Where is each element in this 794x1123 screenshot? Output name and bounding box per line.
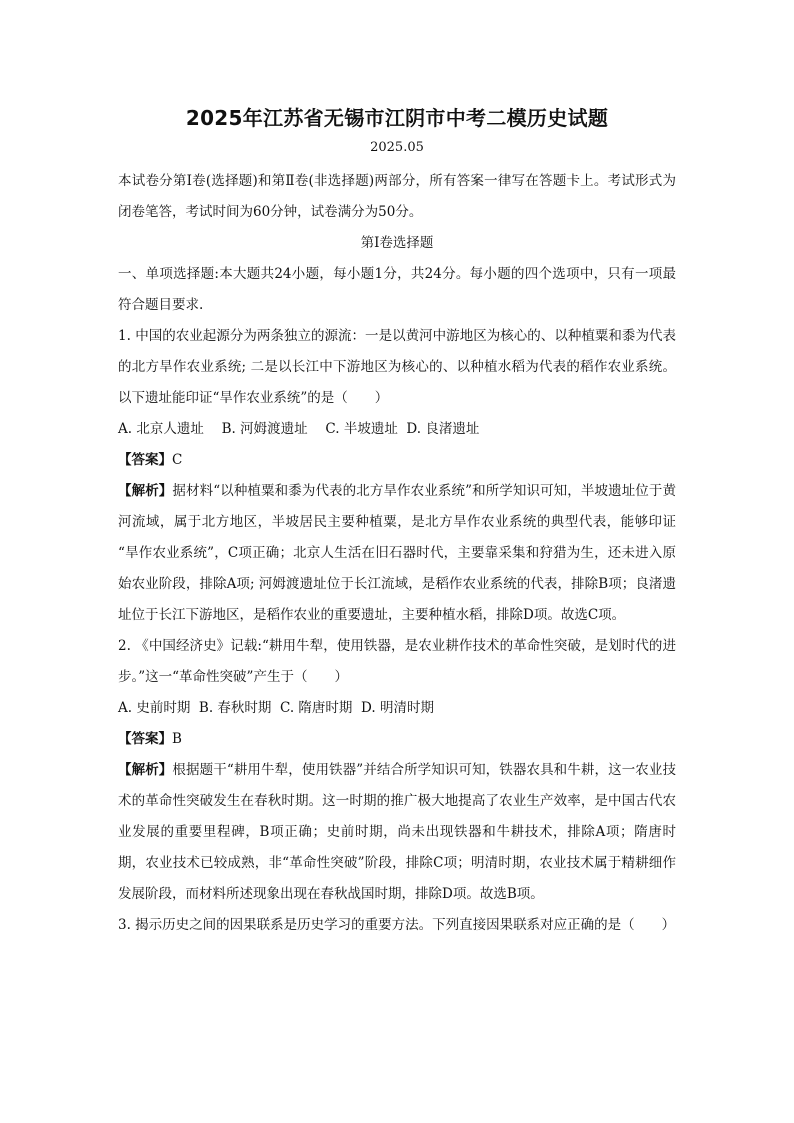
analysis-label: 【解析】	[118, 762, 173, 778]
answer-label: 【答案】	[118, 452, 172, 468]
question-1-options: A. 北京人遗址 B. 河姆渡遗址 C. 半坡遗址 D. 良渚遗址	[118, 421, 480, 437]
question-1-stem: 1. 中国的农业起源分为两条独立的源流：一是以黄河中游地区为核心的、以种植粟和黍为代表的北方旱作农业系统; 二是以长江中下游地区为核心的、以种植水稻为代表的稻作农业系统。以下遗址能印证“旱作农业系统”的是（ ）	[118, 328, 676, 406]
question-2-stem: 2. 《中国经济史》记载:“耕用牛犁，使用铁器，是农业耕作技术的革命性突破，是划时代的进步。”这一“革命性突破”产生于（ ）	[118, 638, 676, 685]
exam-page	[118, 96, 676, 941]
question-3-stem: 3. 揭示历史之间的因果联系是历史学习的重要方法。下列直接因果联系对应正确的是（ ）	[118, 917, 676, 933]
question-1-analysis	[118, 476, 676, 631]
answer-value: B	[172, 731, 182, 747]
answer-label: 【答案】	[118, 731, 172, 747]
section-title: 第Ⅰ卷选择题	[360, 235, 434, 251]
question-2-options: A. 史前时期 B. 春秋时期 C. 隋唐时期 D. 明清时期	[118, 700, 434, 716]
answer-value: C	[172, 452, 183, 468]
question-1-answer	[118, 445, 676, 476]
analysis-text: 据材料“以种植粟和黍为代表的北方旱作农业系统”和所学知识可知，半坡遗址位于黄河流域，属于北方地区，半坡居民主要种植粟，是北方旱作农业系统的典型代表，能够印证 “旱作农业系统”，C项正确；北京人生活在旧石器时代，主要靠采集和狩猎为生，还未进入原始农业阶段，排除A项; 河姆渡遗址位于长江流域，是稻作农业系统的代表，排除B项；良渚遗址位于长江下游地区，是稻作农业的重要遗址，主要种植水稻，排除D项。故选C项。	[118, 483, 677, 623]
document-title: 2025年江苏省无锡市江阴市中考二模历史试题	[185, 106, 609, 130]
question-2-analysis	[118, 755, 676, 910]
analysis-text: 根据题干“耕用牛犁，使用铁器”并结合所学知识可知，铁器农具和牛耕，这一农业技术的革命性突破发生在春秋时期。这一时期的推广极大地提高了农业生产效率，是中国古代农业发展的重要里程碑，B项正确；史前时期，尚未出现铁器和牛耕技术，排除A项；隋唐时期，农业技术已较成熟，非“革命性突破”阶段，排除C项；明清时期，农业技术属于精耕细作发展阶段，而材料所述现象出现在春秋战国时期，排除D项。故选B项。	[118, 762, 677, 902]
analysis-label: 【解析】	[118, 483, 173, 499]
section-instructions: 一、单项选择题:本大题共24小题，每小题1分，共24分。每小题的四个选项中，只有一项最符合题目要求.	[118, 266, 676, 313]
document-date: 2025.05	[370, 140, 424, 155]
exam-intro: 本试卷分第Ⅰ卷(选择题)和第Ⅱ卷(非选择题)两部分，所有答案一律写在答题卡上。考试形式为闭卷笔答，考试时间为60分钟，试卷满分为50分。	[118, 173, 676, 220]
question-2-answer	[118, 724, 676, 755]
